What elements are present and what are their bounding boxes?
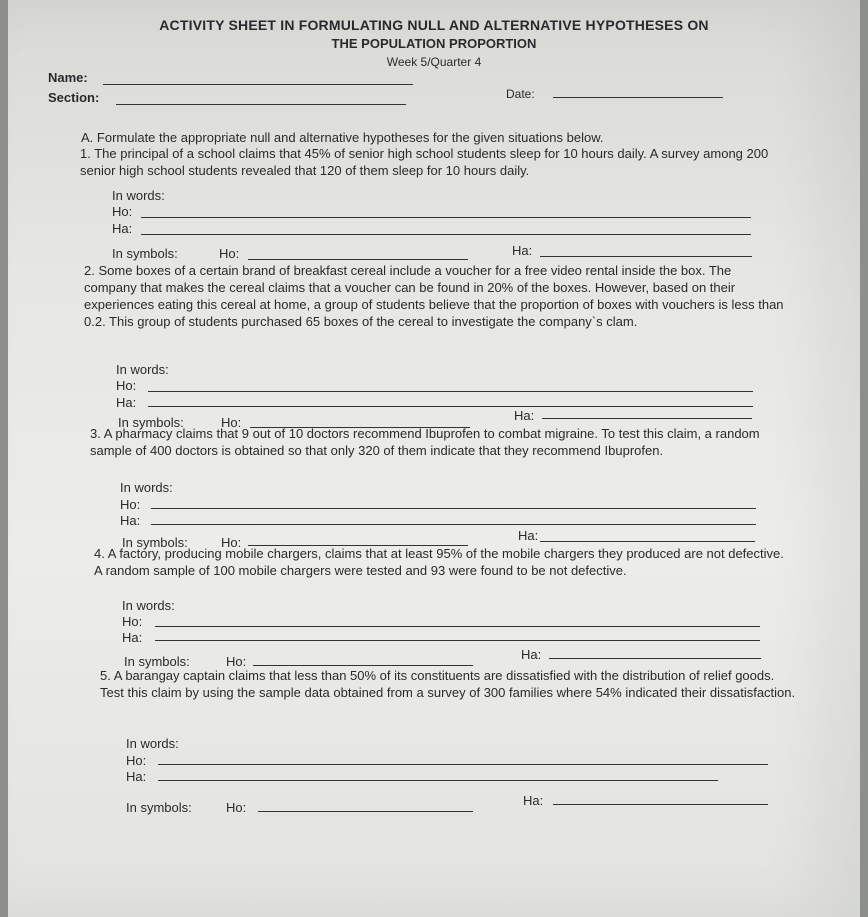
title-line-2: THE POPULATION PROPORTION: [331, 36, 537, 51]
item-3-ha-label: Ha:: [120, 513, 141, 528]
item-1-sym-ha-field[interactable]: [540, 256, 752, 257]
item-1-in-symbols: In symbols:: [112, 246, 178, 261]
item-4-ho-label: Ho:: [122, 614, 143, 629]
item-5-sym-ha: Ha:: [523, 793, 544, 808]
item-1-sym-ha: Ha:: [512, 243, 533, 258]
item-1-ho-field[interactable]: [141, 217, 751, 218]
item-4-in-symbols: In symbols:: [124, 654, 190, 669]
item-3: 3. A pharmacy claims that 9 out of 10 doctors recommend Ibuprofen to combat migraine. To test this claim, a random sample of 400 doctors is obtained so that only 320 of them indicate that they recommend Ibuprofen.: [90, 426, 760, 458]
date-label: Date:: [506, 87, 535, 101]
item-4-sym-ha-field[interactable]: [549, 658, 761, 659]
instructions: A. Formulate the appropriate null and alternative hypotheses for the given situations below.: [81, 130, 604, 145]
item-2-ha-field[interactable]: [148, 406, 753, 407]
item-2-sym-ho: Ho:: [221, 415, 242, 430]
item-2: 2. Some boxes of a certain brand of breakfast cereal include a voucher for a free video rental inside the box. The company that makes the cereal claims that a voucher can be found in 20% of the boxes. However, based on their experiences eating this cereal at home, a group of students believe that the proportion of boxes with vouchers is less than 0.2. This group of students purchased 65 boxes of the cereal to investigate the company`s clam.: [84, 263, 784, 329]
item-5-sym-ho-field[interactable]: [258, 811, 473, 812]
item-1-ho-label: Ho:: [112, 204, 133, 219]
item-5-ho-label: Ho:: [126, 753, 147, 768]
item-2-in-symbols: In symbols:: [118, 415, 184, 430]
week-quarter: Week 5/Quarter 4: [386, 55, 482, 69]
item-3-sym-ha-field[interactable]: [540, 541, 755, 542]
item-4-ho-field[interactable]: [155, 626, 760, 627]
date-field[interactable]: [553, 97, 723, 98]
item-4: 4. A factory, producing mobile chargers, claims that at least 95% of the mobile chargers they produced are not defective. A random sample of 100 mobile chargers were tested and 93 were found to be not defective.: [94, 546, 784, 578]
item-5-in-words: In words:: [126, 736, 179, 751]
item-3-ho-field[interactable]: [151, 508, 756, 509]
item-3-ho-label: Ho:: [120, 497, 141, 512]
item-3-ha-field[interactable]: [151, 524, 756, 525]
name-field[interactable]: [103, 84, 413, 85]
section-field[interactable]: [116, 104, 406, 105]
item-4-sym-ha: Ha:: [521, 647, 542, 662]
item-2-ho-label: Ho:: [116, 378, 137, 393]
item-5-ho-field[interactable]: [158, 764, 768, 765]
item-4-in-words: In words:: [122, 598, 175, 613]
item-5-ha-field[interactable]: [158, 780, 718, 781]
item-5-sym-ha-field[interactable]: [553, 804, 768, 805]
item-4-ha-label: Ha:: [122, 630, 143, 645]
item-4-ha-field[interactable]: [155, 640, 760, 641]
item-2-sym-ha-field[interactable]: [542, 418, 752, 419]
item-2-ha-label: Ha:: [116, 395, 137, 410]
section-label: Section:: [48, 90, 100, 105]
item-3-in-words: In words:: [120, 480, 173, 495]
item-2-ho-field[interactable]: [148, 391, 753, 392]
item-4-sym-ho-field[interactable]: [253, 665, 473, 666]
item-2-sym-ha: Ha:: [514, 408, 535, 423]
item-4-sym-ho: Ho:: [226, 654, 247, 669]
item-3-sym-ha: Ha:: [518, 528, 539, 543]
item-1-ha-field[interactable]: [141, 234, 751, 235]
item-2-in-words: In words:: [116, 362, 169, 377]
item-5: 5. A barangay captain claims that less than 50% of its constituents are dissatisfied with the distribution of relief goods. Test this claim by using the sample data obtained from a survey of 300 families where 54% indicated their dissatisfaction.: [100, 668, 796, 700]
item-3-in-symbols: In symbols:: [122, 535, 188, 550]
item-1-sym-ho-field[interactable]: [248, 259, 468, 260]
name-label: Name:: [48, 70, 88, 85]
item-1-in-words: In words:: [112, 188, 165, 203]
item-3-sym-ho: Ho:: [221, 535, 242, 550]
item-1-sym-ho: Ho:: [219, 246, 240, 261]
item-5-in-symbols: In symbols:: [126, 800, 192, 815]
title-line-1: ACTIVITY SHEET IN FORMULATING NULL AND ALTERNATIVE HYPOTHESES ON: [159, 17, 709, 33]
item-1-ha-label: Ha:: [112, 221, 133, 236]
activity-sheet: [8, 0, 860, 917]
item-5-sym-ho: Ho:: [226, 800, 247, 815]
item-5-ha-label: Ha:: [126, 769, 147, 784]
item-1: 1. The principal of a school claims that 45% of senior high school students sleep for 10 hours daily. A survey among 200 senior high school students revealed that 120 of them sleep for 10 hours daily.: [80, 146, 769, 178]
